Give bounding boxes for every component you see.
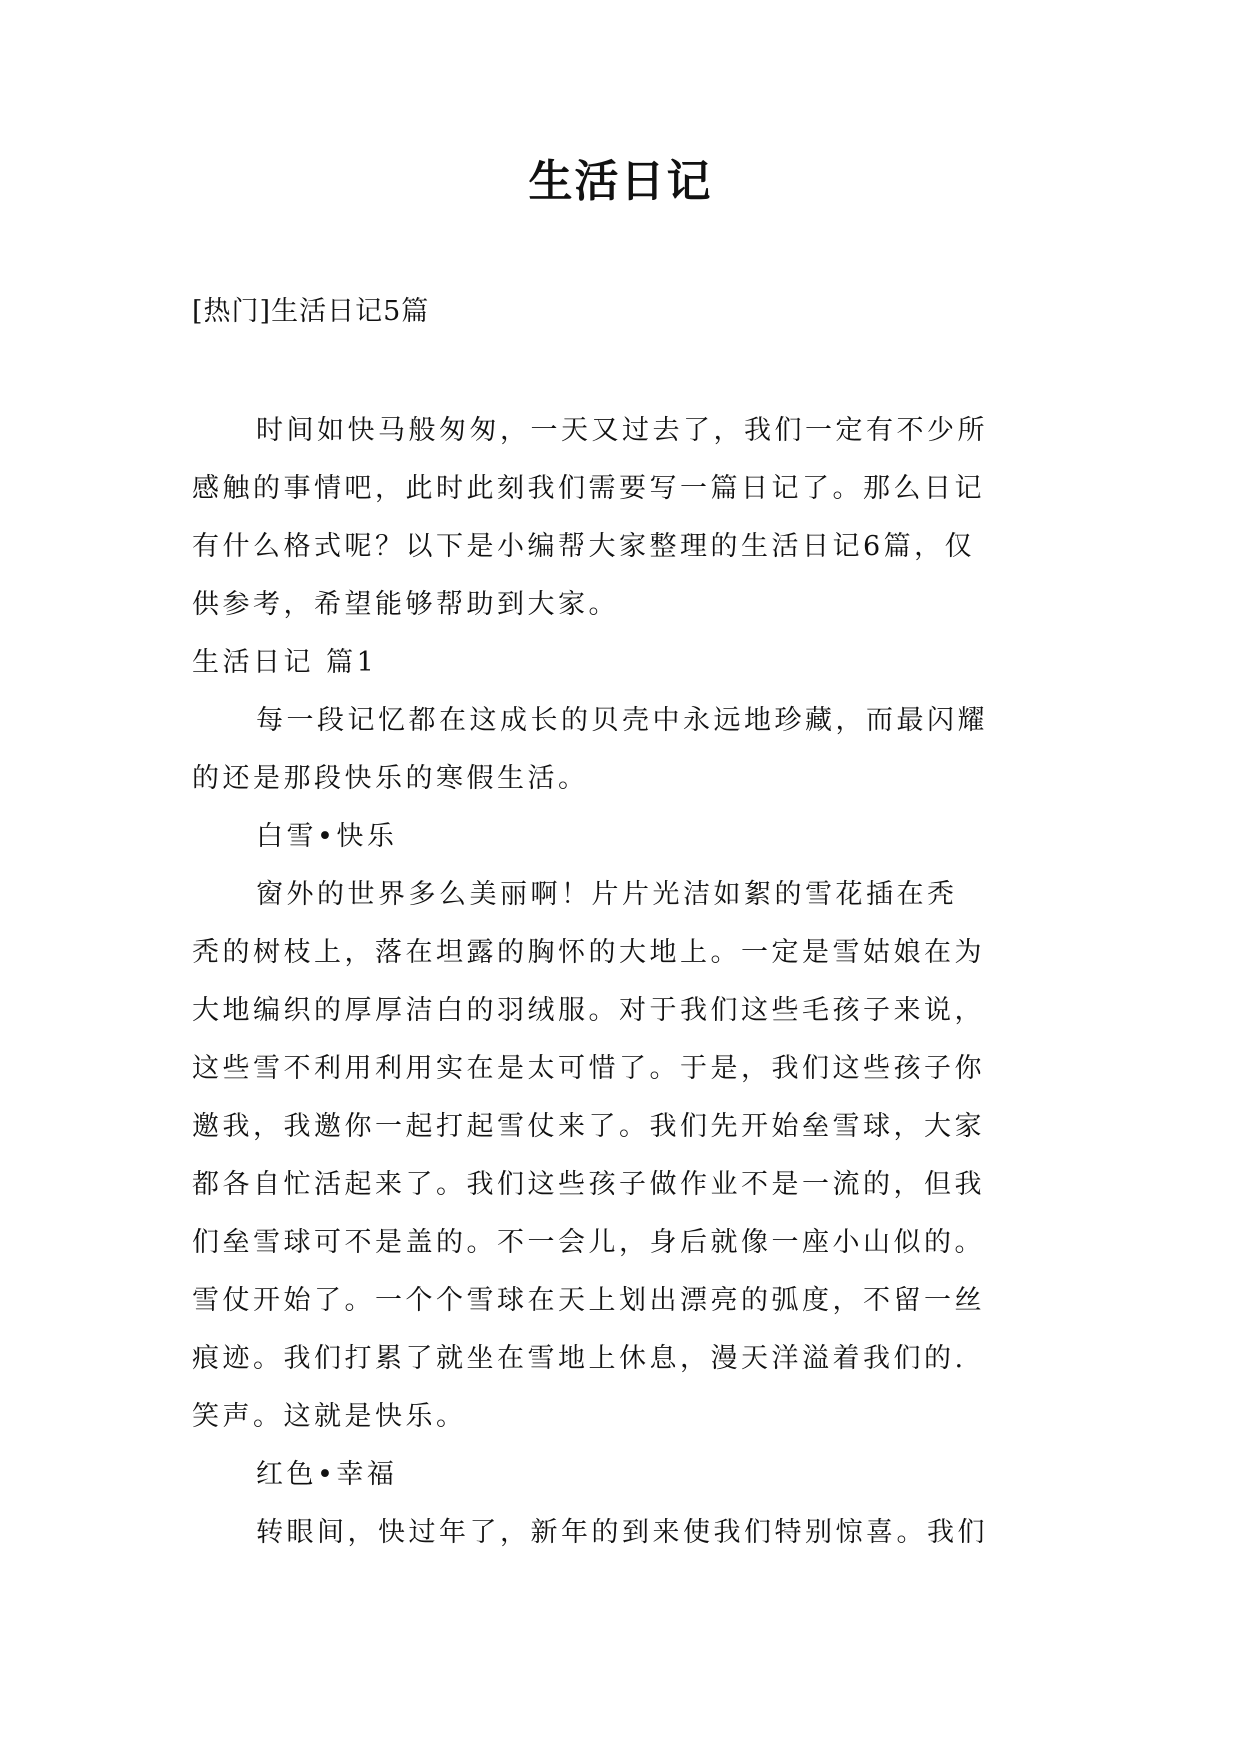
text-line: 每一段记忆都在这成长的贝壳中永远地珍藏，而最闪耀: [256, 705, 988, 736]
text-line: 供参考，希望能够帮助到大家。: [192, 589, 619, 620]
text-line: 转眼间，快过年了，新年的到来使我们特别惊喜。我们: [256, 1517, 988, 1548]
text-line: 大地编织的厚厚洁白的羽绒服。对于我们这些毛孩子来说，: [192, 995, 985, 1026]
text-line: 秃的树枝上，落在坦露的胸怀的大地上。一定是雪姑娘在为: [192, 937, 985, 968]
text-line: 们垒雪球可不是盖的。不一会儿，身后就像一座小山似的。: [192, 1227, 985, 1258]
text-line: 都各自忙活起来了。我们这些孩子做作业不是一流的，但我: [192, 1169, 985, 1200]
text-line: 痕迹。我们打累了就坐在雪地上休息，漫天洋溢着我们的.: [192, 1343, 967, 1374]
text-line: 邀我，我邀你一起打起雪仗来了。我们先开始垒雪球，大家: [192, 1111, 985, 1142]
text-line: 有什么格式呢？以下是小编帮大家整理的生活日记6篇，仅: [192, 531, 976, 562]
text-line: 红色•幸福: [256, 1459, 398, 1490]
document-title: 生活日记: [528, 156, 713, 207]
text-line: 感触的事情吧，此时此刻我们需要写一篇日记了。那么日记: [192, 473, 985, 504]
text-line: 这些雪不利用利用实在是太可惜了。于是，我们这些孩子你: [192, 1053, 985, 1084]
text-line: 笑声。这就是快乐。: [192, 1401, 467, 1432]
text-line: 窗外的世界多么美丽啊！片片光洁如絮的雪花插在秃: [256, 879, 958, 910]
text-line: 白雪•快乐: [256, 821, 398, 852]
document-subtitle: [热门]生活日记5篇: [192, 296, 430, 327]
text-line: 雪仗开始了。一个个雪球在天上划出漂亮的弧度，不留一丝: [192, 1285, 985, 1316]
text-line: 生活日记 篇1: [192, 647, 378, 678]
text-line: 时间如快马般匆匆，一天又过去了，我们一定有不少所: [256, 415, 988, 446]
text-line: 的还是那段快乐的寒假生活。: [192, 763, 589, 794]
document-body: [192, 402, 1052, 1562]
